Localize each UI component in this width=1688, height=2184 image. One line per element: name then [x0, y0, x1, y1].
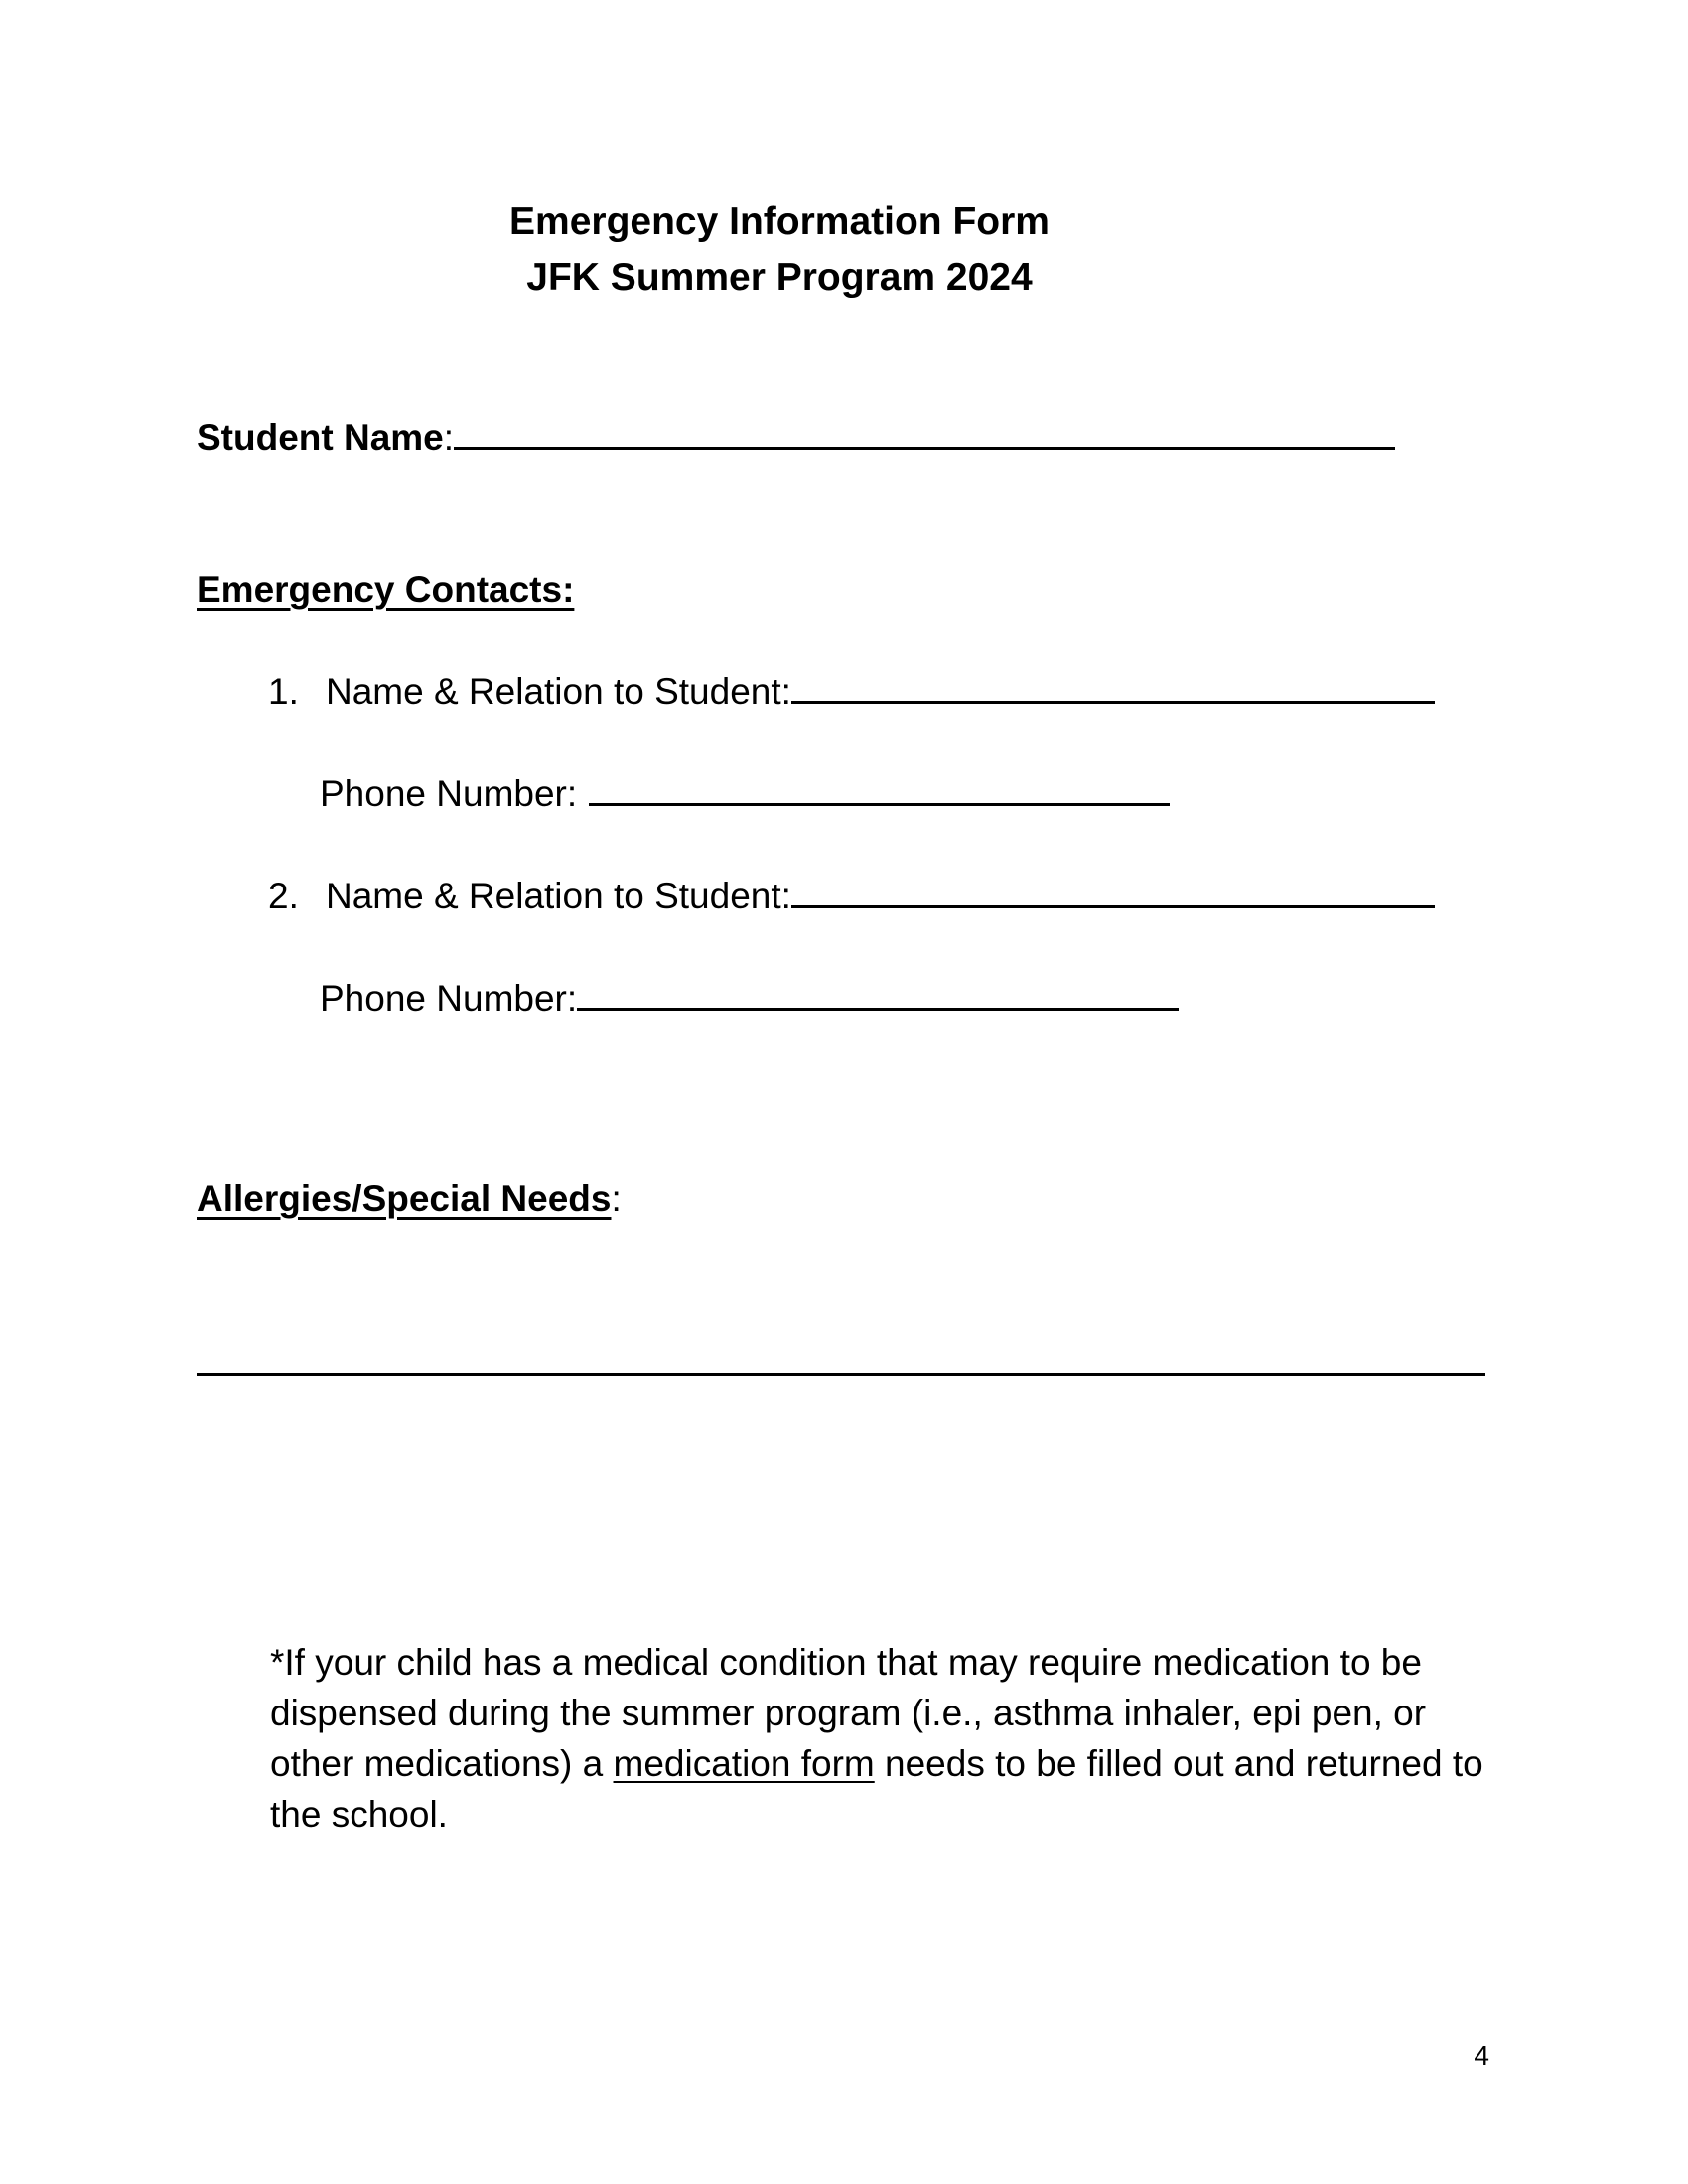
page-number: 4 [1474, 2040, 1489, 2071]
contact-1-name-row [268, 669, 1435, 714]
allergies-field[interactable] [197, 1373, 1485, 1376]
medication-note [270, 1637, 1501, 1840]
contact-2-number: 2. [268, 876, 299, 916]
medication-note-text-before: *If your child has a medical condition that may require medication to be dispensed during the summer program (i.e., asthma inhaler, epi pen, or other medications) a [270, 1642, 1427, 1784]
contact-1-name-label: Name & Relation to Student: [326, 671, 791, 712]
medication-form-link: medication form [613, 1743, 875, 1784]
contact-2-name-field[interactable] [791, 874, 1435, 908]
form-title-line-1: Emergency Information Form [509, 201, 1050, 243]
medication-note-text-after: needs to be filled out and returned to the school. [270, 1743, 1483, 1835]
student-name-colon: : [443, 417, 455, 458]
contact-1-phone-row [320, 771, 1170, 816]
allergies-colon: : [611, 1178, 622, 1219]
contact-1-number: 1. [268, 671, 299, 712]
student-name-row [197, 415, 1395, 460]
student-name-field[interactable] [454, 415, 1395, 450]
contact-2-name-label: Name & Relation to Student: [326, 876, 791, 916]
contact-2-name-row [268, 874, 1435, 918]
contact-2-phone-field[interactable] [577, 976, 1179, 1011]
contact-2-phone-label: Phone Number: [320, 978, 578, 1019]
contact-1-phone-label: Phone Number: [320, 773, 578, 814]
contact-1-phone-field[interactable] [589, 771, 1170, 806]
allergies-heading-row [197, 1177, 622, 1221]
allergies-heading: Allergies/Special Needs [197, 1178, 612, 1219]
emergency-contacts-heading: Emergency Contacts: [197, 569, 575, 610]
student-name-label: Student Name [197, 417, 444, 458]
contact-1-name-field[interactable] [791, 669, 1435, 704]
form-title [0, 195, 1559, 306]
contact-2-phone-row [320, 976, 1179, 1021]
form-title-line-2: JFK Summer Program 2024 [526, 256, 1033, 299]
